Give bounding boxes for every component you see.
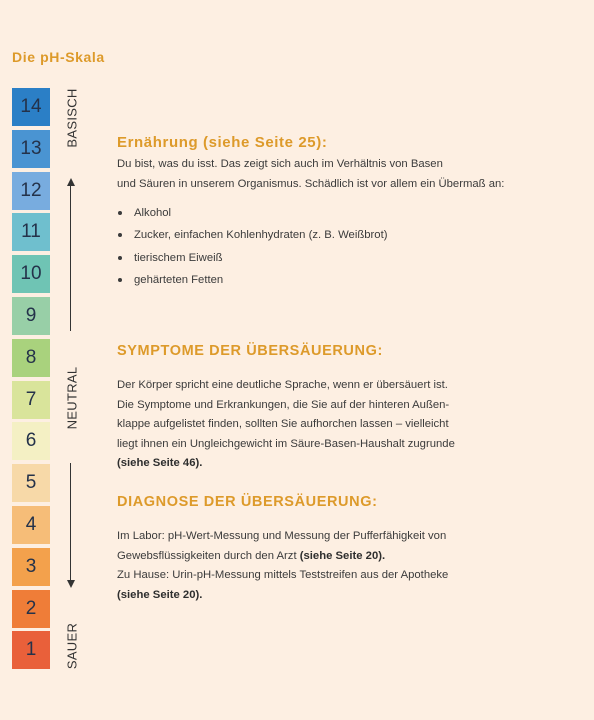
arrow-up-icon	[67, 178, 75, 186]
symptome-line-4: liegt ihnen ein Ungleichgewicht im Säure-Basen-Haushalt zugrunde	[117, 437, 455, 450]
ph-cell-4: 4	[12, 506, 50, 544]
ph-cell-5: 5	[12, 464, 50, 502]
symptome-ref: (siehe Seite 46).	[117, 457, 203, 469]
ph-cell-14: 14	[12, 88, 50, 126]
label-neutral: NEUTRAL	[64, 366, 80, 430]
ph-cell-6: 6	[12, 422, 50, 460]
diagnose-line-2-text: Gewebsflüssigkeiten durch den Arzt	[117, 549, 300, 562]
symptome-section	[117, 343, 577, 474]
symptome-line-1: Der Körper spricht eine deutliche Sprache, wenn er übersäuert ist.	[117, 379, 448, 391]
diagnose-heading: DIAGNOSE DER ÜBERSÄUERUNG:	[117, 494, 378, 510]
ph-scale-title: Die pH-Skala	[12, 49, 105, 65]
label-basisch: BASISCH	[64, 88, 80, 148]
diagnose-ref-1: (siehe Seite 20).	[299, 549, 386, 562]
ernaehrung-intro-line-2: und Säuren in unserem Organismus. Schädlich ist vor allem ein Übermaß an:	[117, 177, 505, 190]
ph-cell-12: 12	[12, 172, 50, 210]
ph-cell-1: 1	[12, 631, 50, 669]
ernaehrung-list	[117, 202, 577, 292]
ernaehrung-heading: Ernährung (siehe Seite 25):	[117, 134, 328, 151]
diagnose-section	[117, 494, 577, 605]
symptome-heading: SYMPTOME DER ÜBERSÄUERUNG:	[117, 343, 383, 359]
arrow-down-icon	[67, 580, 75, 588]
ph-cell-9: 9	[12, 297, 50, 335]
arrow-up-line	[70, 185, 71, 331]
ph-cell-7: 7	[12, 381, 50, 419]
ph-cell-8: 8	[12, 339, 50, 377]
symptome-line-2: Die Symptome und Erkrankungen, die Sie auf der hinteren Außen-	[117, 398, 450, 411]
list-item: Alkohol	[117, 202, 577, 224]
ernaehrung-intro-line-1: Du bist, was du isst. Das zeigt sich auch im Verhältnis von Basen	[117, 158, 443, 170]
arrow-down-line	[70, 463, 71, 581]
list-item: Zucker, einfachen Kohlenhydraten (z. B. Weißbrot)	[117, 224, 577, 246]
ph-scale	[12, 88, 50, 673]
ph-cell-11: 11	[12, 213, 50, 251]
list-item: gehärteten Fetten	[117, 269, 577, 291]
list-item: tierischem Eiweiß	[117, 247, 577, 269]
diagnose-line-1: Im Labor: pH-Wert-Messung und Messung der Pufferfähigkeit von	[117, 530, 447, 542]
ph-cell-10: 10	[12, 255, 50, 293]
ernaehrung-section	[117, 134, 577, 292]
diagnose-line-2	[117, 547, 577, 567]
ph-cell-13: 13	[12, 130, 50, 168]
diagnose-ref-2: (siehe Seite 20).	[117, 588, 203, 601]
ph-cell-2: 2	[12, 590, 50, 628]
label-sauer: SAUER	[64, 622, 80, 670]
diagnose-line-3: Zu Hause: Urin-pH-Messung mittels Teststreifen aus der Apotheke	[117, 569, 449, 581]
symptome-line-3: klappe aufgelistet finden, sollten Sie aufhorchen lassen – vielleicht	[117, 418, 449, 430]
ph-cell-3: 3	[12, 548, 50, 586]
